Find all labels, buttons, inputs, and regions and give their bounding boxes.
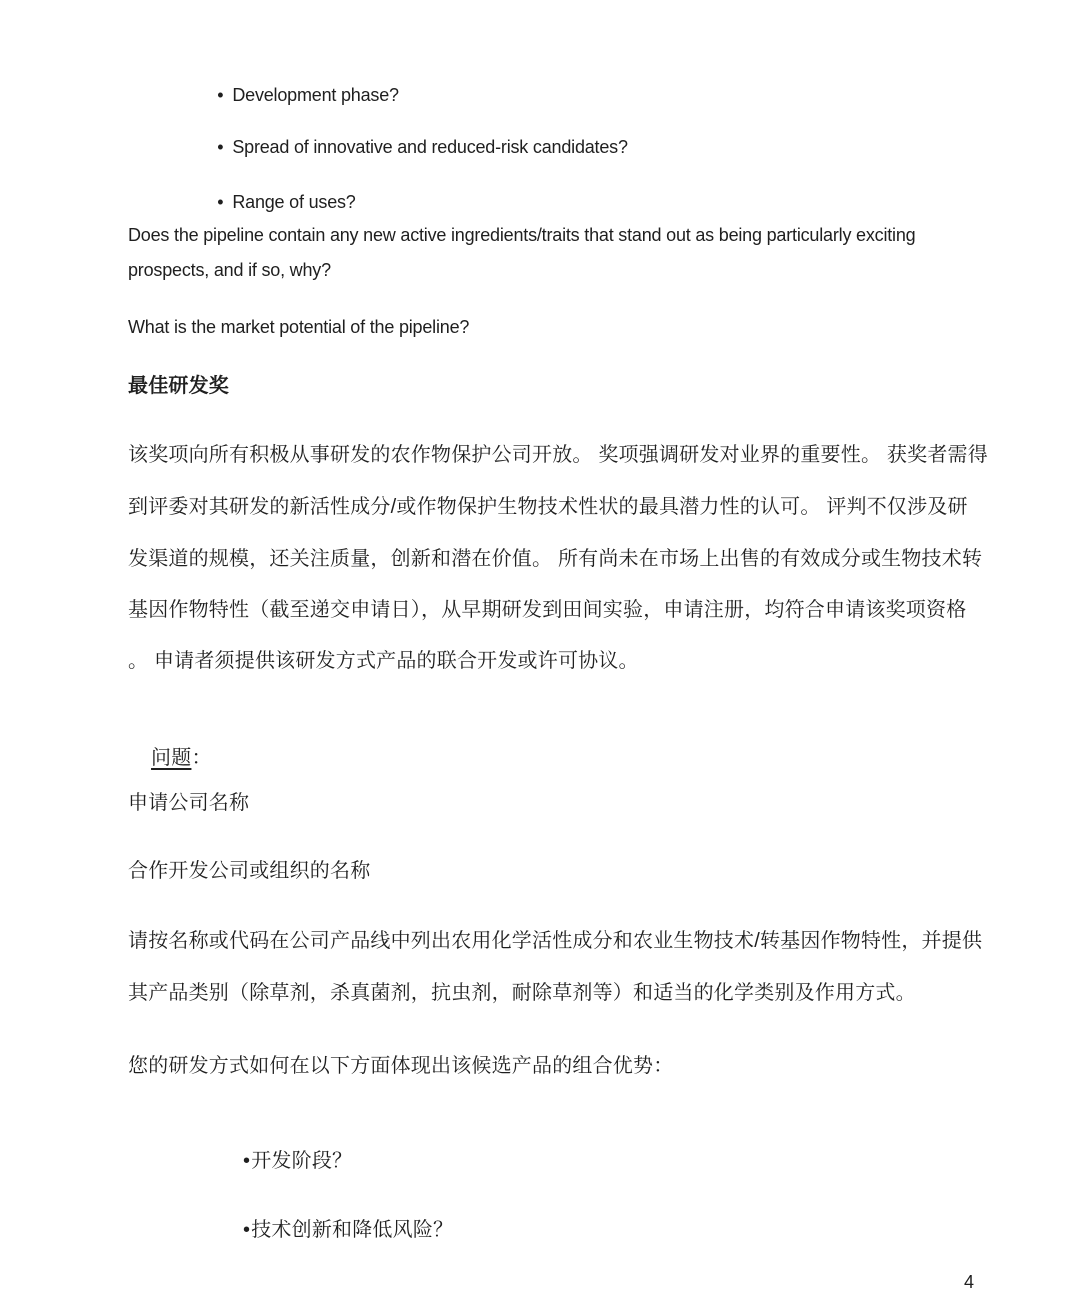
listing-request-line-2: 其产品类别（除草剂，杀真菌剂，抗虫剂，耐除草剂等）和适当的化学类别及作用方式。 [128,982,916,1004]
bullet-label: 技术创新和降低风险？ [251,1219,454,1241]
partner-company-question: 合作开发公司或组织的名称 [128,860,371,882]
award-heading: 最佳研发奖 [128,375,229,397]
bullet-label: Development phase? [232,84,399,105]
award-description-line-1: 该奖项向所有积极从事研发的农作物保护公司开放。 奖项强调研发对业界的重要性。 获奖者需得 [128,444,988,466]
listing-request-line-1: 请按名称或代码在公司产品线中列出农用化学活性成分和农业生物技术/转基因作物特性，并提供 [128,930,983,952]
page-number: 4 [964,1272,975,1292]
bullet-icon: • [243,1150,251,1172]
questions-label-colon: ： [191,747,212,769]
pipeline-question-line-1: Does the pipeline contain any new active ingredients/traits that stand out as being particularly exciting [128,225,916,245]
bullet-item-development-stage [220,1124,352,1199]
questions-label-text: 问题 [151,747,192,769]
bullet-label: 开发阶段？ [251,1150,353,1172]
award-description-line-2: 到评委对其研发的新活性成分/或作物保护生物技术性状的最具潜力性的认可。 评判不仅涉及研 [128,496,968,518]
award-description-line-3: 发渠道的规模，还关注质量，创新和潜在价值。 所有尚未在市场上出售的有效成分或生物技术转 [128,548,983,570]
bullet-icon: • [217,84,224,105]
bullet-label: Range of uses? [232,191,356,212]
award-description-line-5: 。 申请者须提供该研发方式产品的联合开发或许可协议。 [128,650,639,672]
pipeline-question-line-2: prospects, and if so, why? [128,260,331,280]
bullet-icon: • [217,136,224,157]
applicant-company-question: 申请公司名称 [128,792,250,814]
questions-label [128,721,212,796]
bullet-icon: • [243,1219,251,1241]
bullet-item-tech-innovation-risk [220,1193,453,1268]
award-description-line-4: 基因作物特性（截至递交申请日），从早期研发到田间实验，申请注册，均符合申请该奖项资格 [128,599,967,621]
market-potential-question: What is the market potential of the pipeline? [128,317,470,337]
bullet-label: Spread of innovative and reduced-risk candidates? [232,136,628,157]
bullet-icon: • [217,191,224,212]
advantage-prompt: 您的研发方式如何在以下方面体现出该候选产品的组合优势： [128,1055,674,1077]
